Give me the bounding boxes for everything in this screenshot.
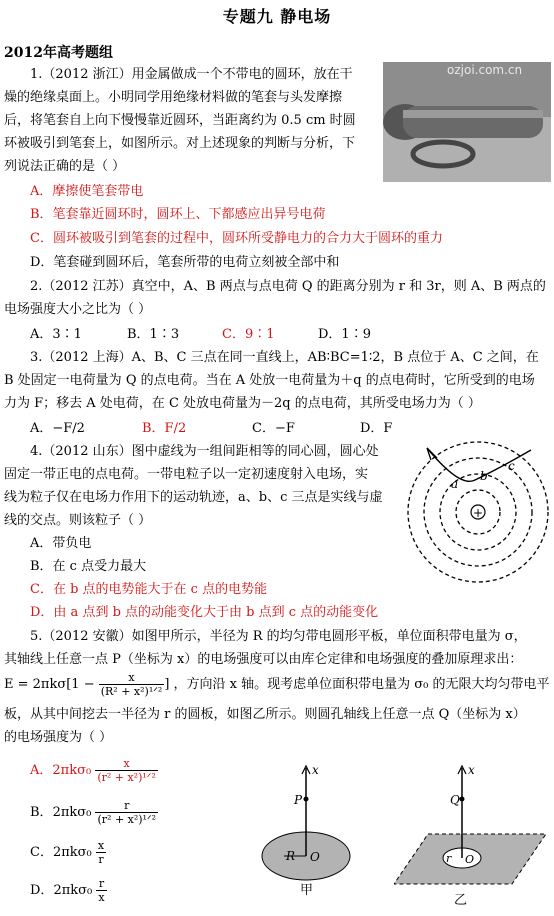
q1-line: 环被吸引到笔套上，如图所示。对上述现象的判断与分析，下 — [4, 136, 356, 151]
q4-option-c: C．在 b 点的电势能大于在 c 点的电势能 — [30, 582, 268, 597]
charge-sign: + — [472, 506, 484, 520]
q5-formula-line — [4, 670, 549, 700]
q4-option-d: D．由 a 点到 b 点的动能变化大于由 b 点到 c 点的动能变化 — [30, 605, 379, 620]
label-c: c — [508, 459, 515, 473]
label-b: b — [480, 469, 488, 483]
label-r: R — [286, 849, 296, 863]
photo-watermark: ozjoi.com.cn — [447, 63, 523, 77]
q3-option-c: C．−F — [252, 421, 295, 436]
caption-yi: 乙 — [454, 893, 468, 908]
q1-line: 1.（2012 浙江）用金属做成一个不带电的圆环，放在干 — [30, 67, 353, 82]
q1-option-c: C．圆环被吸引到笔套的过程中，圆环所受静电力的合力大于圆环的重力 — [30, 231, 443, 246]
label-r: r — [446, 852, 452, 865]
label-p: P — [294, 793, 303, 807]
q4-line: 线为粒子仅在电场力作用下的运动轨迹，a、b、c 三点是实线与虚 — [4, 490, 383, 505]
q1-line: 燥的绝缘桌面上。小明同学用绝缘材料做的笔套与头发摩擦 — [4, 90, 343, 105]
q2-line: 电场强度大小之比为（ ） — [4, 302, 152, 317]
label-q: Q — [450, 793, 460, 807]
q3-line: 力为 F；移去 A 处电荷，在 C 处放电荷量为－2q 的点电荷，其所受电场力为（ ） — [4, 396, 481, 411]
q1-option-d: D．笔套碰到圆环后，笔套所带的电荷立刻被全部中和 — [30, 255, 340, 270]
q2-option-c: C．9∶1 — [222, 327, 275, 342]
q4-option-a: A．带负电 — [30, 536, 92, 551]
point-q — [460, 797, 465, 802]
q4-line: 线的交点。则该粒子（ ） — [4, 513, 152, 528]
q1-option-a: A．摩擦使笔套带电 — [30, 184, 144, 199]
q2-line: 2.（2012 江苏）真空中，A、B 两点与点电荷 Q 的距离分别为 r 和 3r，则 A、B 两点的 — [30, 279, 546, 294]
pen-ring-photo — [383, 62, 551, 182]
concentric-field-diagram — [405, 440, 551, 586]
q5-line: 的电场强度为（ ） — [4, 730, 113, 745]
particle-trajectory — [427, 448, 531, 481]
label-o: O — [310, 850, 320, 864]
q5-option-b: B．2πkσ₀ $\frac{r}{\text{(r² + x²)¹ᐟ²}}$ — [30, 799, 157, 826]
q3-option-d: D．F — [360, 421, 393, 436]
q4-option-b: B．在 c 点受力最大 — [30, 559, 147, 574]
q5-option-d: D．2πkσ₀ $\frac{r}{x}$ — [30, 877, 105, 904]
q5-option-c: C．2πkσ₀ $\frac{x}{r}$ — [30, 839, 105, 866]
q1-photo — [383, 62, 551, 182]
point-p — [304, 797, 309, 802]
page-title: 专题九 静电场 — [222, 7, 332, 26]
q4-line: 4.（2012 山东）图中虚线为一组间距相等的同心圆，圆心处 — [30, 444, 379, 459]
q5-line: 板，从其中间挖去一半径为 r 的圆板，如图乙所示。则圆孔轴线上任意一点 Q（坐标为 x） — [4, 707, 526, 722]
caption-jia: 甲 — [300, 883, 314, 898]
q3-line: B 处固定一电荷量为 Q 的点电荷。当在 A 处放一电荷量为＋q 的点电荷时，它所受到的电场 — [4, 373, 535, 388]
q3-option-b: B．F/2 — [142, 421, 187, 436]
q3-line: 3.（2012 上海）A、B、C 三点在同一直线上，AB∶BC=1∶2，B 点位于 A、C 之间，在 — [30, 350, 539, 365]
q4-line: 固定一带正电的点电荷。一带电粒子以一定初速度射入电场，实 — [4, 467, 369, 482]
formula-lhs: E = 2πkσ[1 − — [4, 677, 95, 692]
figure-jia — [258, 762, 358, 912]
q3-option-a: A．−F/2 — [30, 421, 85, 436]
axis-label-x: x — [312, 763, 319, 777]
q2-option-b: B．1∶3 — [127, 327, 180, 342]
q2-option-d: D．1∶9 — [318, 327, 371, 342]
q1-line: 后，将笔套自上向下慢慢靠近圆环，当距离约为 0.5 cm 时圆 — [4, 113, 356, 128]
formula-fraction: $\frac{x}{\text{(R² + x²)¹ᐟ²}}$ — [100, 671, 163, 698]
figure-yi — [394, 762, 550, 912]
q1-line: 列说法正确的是（ ） — [4, 159, 126, 174]
axis-label-x: x — [468, 763, 475, 777]
q1-option-b: B．笔套靠近圆环时，圆环上、下都感应出异号电荷 — [30, 207, 326, 222]
q5-option-a: A．2πkσ₀ $\frac{x}{\text{(r² + x²)¹ᐟ²}}$ — [30, 757, 156, 784]
q5-line: 其轴线上任意一点 P（坐标为 x）的电场强度可以由库仑定律和电场强度的叠加原理求出： — [4, 652, 523, 667]
q5-line: 5.（2012 安徽）如图甲所示，半径为 R 的均匀带电圆形平板，单位面积带电量为 σ， — [30, 629, 527, 644]
label-o: O — [465, 853, 475, 866]
q5-line: ，方向沿 x 轴。现考虑单位面积带电量为 σ₀ 的无限大均匀带电平 — [173, 677, 550, 692]
q2-option-a: A．3∶1 — [30, 327, 82, 342]
label-a: a — [451, 477, 459, 491]
formula-rhs: ] — [164, 677, 170, 692]
section-heading: 2012年高考题组 — [4, 45, 113, 61]
